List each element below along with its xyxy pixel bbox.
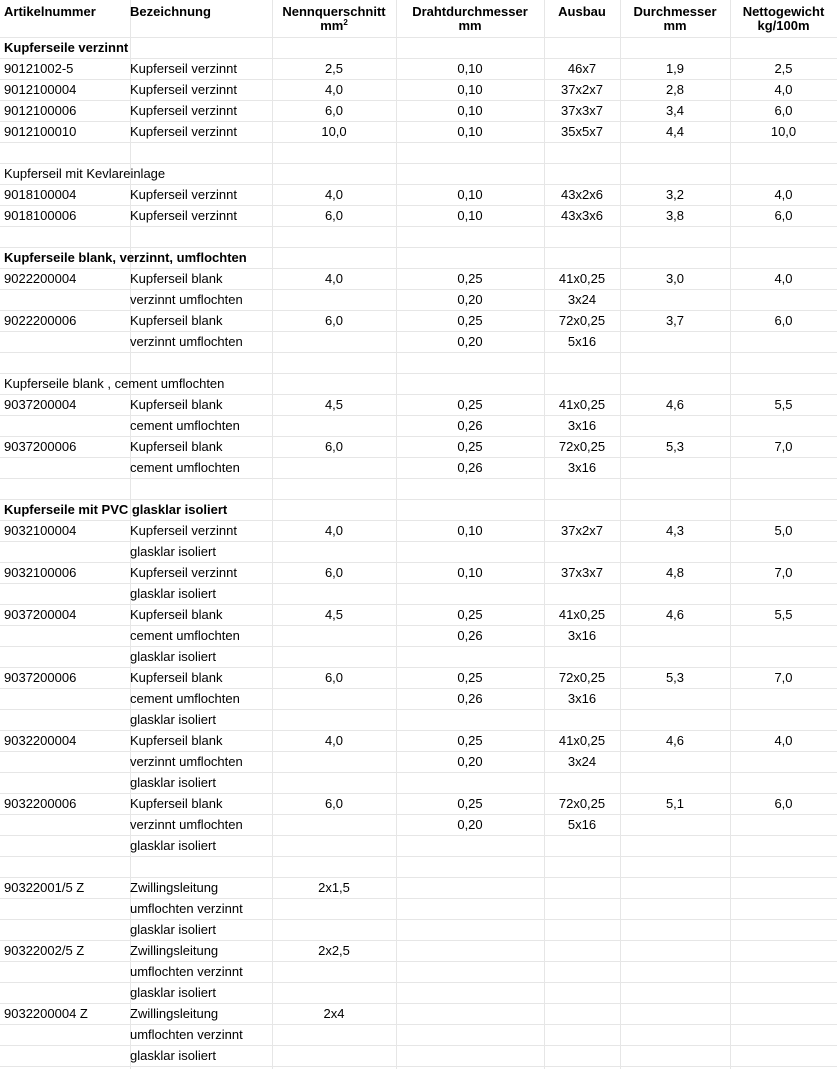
- row-divider: [0, 457, 837, 458]
- row-divider: [0, 289, 837, 290]
- row-divider: [0, 688, 837, 689]
- row-divider: [0, 772, 837, 773]
- cell-ausbau: 5x16: [567, 334, 597, 349]
- row-divider: [0, 415, 837, 416]
- cell-ausbau: 72x0,25: [558, 670, 606, 685]
- cell-nettogewicht: 5,0: [774, 523, 793, 538]
- cell-bezeichnung: verzinnt umflochten: [130, 754, 243, 769]
- row-divider: [0, 1066, 837, 1067]
- row-divider: [0, 814, 837, 815]
- cell-artikelnummer: 9037200006: [4, 439, 77, 454]
- row-divider: [0, 604, 837, 605]
- cell-drahtdurchmesser: 0,25: [457, 607, 483, 622]
- cell-nennquerschnitt: 4,5: [324, 397, 344, 412]
- header-nennquerschnitt-label: Nennquerschnitt: [282, 4, 386, 19]
- header-nennquerschnitt-unit: [272, 19, 396, 33]
- cell-durchmesser: 3,4: [665, 103, 685, 118]
- cell-ausbau: 3x16: [567, 460, 597, 475]
- nennquerschnitt-unit-sup: 2: [343, 18, 348, 27]
- cell-artikelnummer: 90322001/5 Z: [4, 880, 85, 895]
- cell-durchmesser: 5,3: [665, 670, 685, 685]
- row-divider: [0, 310, 837, 311]
- cell-nettogewicht: 6,0: [774, 103, 793, 118]
- row-divider: [0, 37, 837, 38]
- cell-drahtdurchmesser: 0,10: [457, 124, 483, 139]
- cell-nettogewicht: 6,0: [774, 796, 793, 811]
- cell-nettogewicht: 4,0: [774, 733, 793, 748]
- row-divider: [0, 373, 837, 374]
- cell-nennquerschnitt: 2x1,5: [318, 880, 350, 895]
- row-divider: [0, 835, 837, 836]
- row-divider: [0, 184, 837, 185]
- row-divider: [0, 163, 837, 164]
- cell-artikelnummer: 9032100006: [4, 565, 77, 580]
- header-nennquerschnitt: [272, 5, 396, 33]
- cell-bezeichnung: Zwillingsleitung: [130, 1006, 219, 1021]
- cell-drahtdurchmesser: 0,10: [457, 103, 483, 118]
- cell-ausbau: 43x2x6: [561, 187, 603, 202]
- cell-bezeichnung: glasklar isoliert: [130, 544, 216, 559]
- cell-ausbau: 41x0,25: [558, 607, 606, 622]
- cell-nettogewicht: 6,0: [774, 313, 793, 328]
- cell-drahtdurchmesser: 0,10: [457, 565, 483, 580]
- cell-artikelnummer: 9018100004: [4, 187, 77, 202]
- row-divider: [0, 709, 837, 710]
- row-divider: [0, 436, 837, 437]
- row-divider: [0, 478, 837, 479]
- cell-ausbau: 37x2x7: [561, 523, 603, 538]
- cell-bezeichnung: Kupferseil blank: [130, 397, 223, 412]
- header-nettogewicht: [730, 5, 837, 33]
- cell-durchmesser: 4,6: [665, 607, 685, 622]
- cell-bezeichnung: glasklar isoliert: [130, 775, 216, 790]
- cell-ausbau: 37x2x7: [561, 82, 603, 97]
- cell-nennquerschnitt: 6,0: [324, 670, 344, 685]
- cell-ausbau: 43x3x6: [561, 208, 603, 223]
- header-durchmesser-label: Durchmesser: [633, 4, 717, 19]
- nennquerschnitt-unit-text: mm: [320, 18, 344, 33]
- row-divider: [0, 856, 837, 857]
- cell-nennquerschnitt: 2x2,5: [318, 943, 350, 958]
- cell-artikelnummer: 9012100006: [4, 103, 77, 118]
- cell-drahtdurchmesser: 0,26: [457, 460, 483, 475]
- cell-nennquerschnitt: 2x4: [323, 1006, 345, 1021]
- cell-drahtdurchmesser: 0,26: [457, 691, 483, 706]
- cell-drahtdurchmesser: 0,10: [457, 523, 483, 538]
- cell-nettogewicht: 4,0: [774, 271, 793, 286]
- cell-ausbau: 35x5x7: [561, 124, 603, 139]
- cell-bezeichnung: Kupferseil verzinnt: [130, 82, 237, 97]
- row-divider: [0, 499, 837, 500]
- cell-durchmesser: 3,8: [665, 208, 685, 223]
- cell-nennquerschnitt: 4,0: [324, 271, 344, 286]
- cell-nettogewicht: 7,0: [774, 439, 793, 454]
- cell-nennquerschnitt: 2,5: [324, 61, 344, 76]
- cell-bezeichnung: Kupferseil verzinnt: [130, 187, 237, 202]
- cell-ausbau: 72x0,25: [558, 313, 606, 328]
- cell-nennquerschnitt: 6,0: [324, 208, 344, 223]
- cell-bezeichnung: verzinnt umflochten: [130, 292, 243, 307]
- cell-durchmesser: 4,6: [665, 397, 685, 412]
- cell-drahtdurchmesser: 0,26: [457, 418, 483, 433]
- cell-drahtdurchmesser: 0,25: [457, 670, 483, 685]
- cell-bezeichnung: Kupferseil blank: [130, 670, 223, 685]
- cell-bezeichnung: cement umflochten: [130, 691, 240, 706]
- row-divider: [0, 625, 837, 626]
- cell-bezeichnung: Zwillingsleitung: [130, 943, 219, 958]
- row-divider: [0, 1003, 837, 1004]
- cell-bezeichnung: cement umflochten: [130, 628, 240, 643]
- cell-durchmesser: 3,0: [665, 271, 685, 286]
- row-divider: [0, 877, 837, 878]
- row-divider: [0, 1045, 837, 1046]
- cell-nennquerschnitt: 6,0: [324, 796, 344, 811]
- cell-ausbau: 3x16: [567, 691, 597, 706]
- cell-ausbau: 37x3x7: [561, 565, 603, 580]
- cell-drahtdurchmesser: 0,10: [457, 208, 483, 223]
- cell-artikelnummer: 9037200006: [4, 670, 77, 685]
- cell-ausbau: 41x0,25: [558, 271, 606, 286]
- header-bezeichnung: Bezeichnung: [130, 4, 211, 19]
- cell-artikelnummer: 90322002/5 Z: [4, 943, 85, 958]
- cell-drahtdurchmesser: 0,25: [457, 796, 483, 811]
- cell-nennquerschnitt: 4,5: [324, 607, 344, 622]
- cell-nettogewicht: 4,0: [774, 82, 793, 97]
- cell-bezeichnung: glasklar isoliert: [130, 712, 216, 727]
- cell-bezeichnung: Zwillingsleitung: [130, 880, 219, 895]
- section-title: Kupferseile mit PVC glasklar isoliert: [4, 502, 228, 517]
- cell-ausbau: 5x16: [567, 817, 597, 832]
- row-divider: [0, 79, 837, 80]
- cell-bezeichnung: glasklar isoliert: [130, 922, 216, 937]
- row-divider: [0, 121, 837, 122]
- cell-ausbau: 46x7: [567, 61, 597, 76]
- cell-artikelnummer: 90121002-5: [4, 61, 74, 76]
- cell-ausbau: 37x3x7: [561, 103, 603, 118]
- cell-bezeichnung: Kupferseil verzinnt: [130, 523, 237, 538]
- cell-durchmesser: 4,6: [665, 733, 685, 748]
- header-durchmesser-unit: mm: [663, 18, 687, 33]
- cell-durchmesser: 1,9: [665, 61, 685, 76]
- cell-bezeichnung: Kupferseil blank: [130, 313, 223, 328]
- section-title: Kupferseile verzinnt: [4, 40, 129, 55]
- cell-nettogewicht: 2,5: [774, 61, 793, 76]
- row-divider: [0, 898, 837, 899]
- header-nettogewicht-label: Nettogewicht: [742, 4, 825, 19]
- cell-bezeichnung: Kupferseil blank: [130, 733, 223, 748]
- cell-bezeichnung: Kupferseil blank: [130, 271, 223, 286]
- cell-bezeichnung: Kupferseil verzinnt: [130, 565, 237, 580]
- cell-drahtdurchmesser: 0,10: [457, 82, 483, 97]
- row-divider: [0, 919, 837, 920]
- row-divider: [0, 226, 837, 227]
- cell-bezeichnung: Kupferseil blank: [130, 607, 223, 622]
- row-divider: [0, 520, 837, 521]
- cell-nennquerschnitt: 6,0: [324, 313, 344, 328]
- cell-durchmesser: 2,8: [665, 82, 685, 97]
- cell-artikelnummer: 9018100006: [4, 208, 77, 223]
- cell-artikelnummer: 9012100010: [4, 124, 77, 139]
- row-divider: [0, 793, 837, 794]
- cell-drahtdurchmesser: 0,10: [457, 61, 483, 76]
- cell-durchmesser: 5,1: [665, 796, 685, 811]
- cell-bezeichnung: glasklar isoliert: [130, 586, 216, 601]
- row-divider: [0, 940, 837, 941]
- cell-durchmesser: 3,7: [665, 313, 685, 328]
- cell-drahtdurchmesser: 0,25: [457, 397, 483, 412]
- row-divider: [0, 58, 837, 59]
- cell-nettogewicht: 10,0: [770, 124, 797, 139]
- cell-bezeichnung: umflochten verzinnt: [130, 964, 243, 979]
- row-divider: [0, 247, 837, 248]
- cell-drahtdurchmesser: 0,20: [457, 292, 483, 307]
- cell-nennquerschnitt: 4,0: [324, 187, 344, 202]
- cell-artikelnummer: 9022200004: [4, 271, 77, 286]
- cell-ausbau: 41x0,25: [558, 733, 606, 748]
- row-divider: [0, 1024, 837, 1025]
- header-artikelnummer: Artikelnummer: [4, 4, 96, 19]
- header-durchmesser: [620, 5, 730, 33]
- cell-nennquerschnitt: 4,0: [324, 523, 344, 538]
- cell-bezeichnung: cement umflochten: [130, 460, 240, 475]
- header-ausbau: Ausbau: [558, 4, 606, 19]
- cell-bezeichnung: Kupferseil blank: [130, 796, 223, 811]
- cell-bezeichnung: glasklar isoliert: [130, 649, 216, 664]
- cell-drahtdurchmesser: 0,25: [457, 733, 483, 748]
- cell-nettogewicht: 5,5: [774, 397, 793, 412]
- cell-drahtdurchmesser: 0,25: [457, 271, 483, 286]
- cell-bezeichnung: verzinnt umflochten: [130, 334, 243, 349]
- cell-nennquerschnitt: 4,0: [324, 82, 344, 97]
- cell-bezeichnung: Kupferseil blank: [130, 439, 223, 454]
- header-drahtdurchmesser-unit: mm: [458, 18, 482, 33]
- cell-durchmesser: 5,3: [665, 439, 685, 454]
- cell-artikelnummer: 9012100004: [4, 82, 77, 97]
- cell-nennquerschnitt: 6,0: [324, 103, 344, 118]
- cell-bezeichnung: Kupferseil verzinnt: [130, 103, 237, 118]
- cell-bezeichnung: Kupferseil verzinnt: [130, 124, 237, 139]
- cell-ausbau: 3x24: [567, 754, 597, 769]
- cell-drahtdurchmesser: 0,25: [457, 313, 483, 328]
- cell-ausbau: 3x24: [567, 292, 597, 307]
- cell-nettogewicht: 7,0: [774, 670, 793, 685]
- cell-nennquerschnitt: 6,0: [324, 439, 344, 454]
- row-divider: [0, 268, 837, 269]
- cell-artikelnummer: 9032100004: [4, 523, 77, 538]
- cell-bezeichnung: Kupferseil verzinnt: [130, 61, 237, 76]
- cell-ausbau: 72x0,25: [558, 439, 606, 454]
- cell-artikelnummer: 9022200006: [4, 313, 77, 328]
- row-divider: [0, 205, 837, 206]
- cell-ausbau: 3x16: [567, 418, 597, 433]
- cell-bezeichnung: glasklar isoliert: [130, 838, 216, 853]
- cell-artikelnummer: 9032200004: [4, 733, 77, 748]
- cell-nennquerschnitt: 10,0: [321, 124, 347, 139]
- cell-durchmesser: 4,8: [665, 565, 685, 580]
- cell-nennquerschnitt: 6,0: [324, 565, 344, 580]
- cell-nennquerschnitt: 4,0: [324, 733, 344, 748]
- row-divider: [0, 751, 837, 752]
- cell-ausbau: 72x0,25: [558, 796, 606, 811]
- cell-drahtdurchmesser: 0,20: [457, 754, 483, 769]
- cell-durchmesser: 4,3: [665, 523, 685, 538]
- header-drahtdurchmesser: [396, 5, 544, 33]
- section-title: Kupferseil mit Kevlareinlage: [4, 166, 166, 181]
- cell-nettogewicht: 7,0: [774, 565, 793, 580]
- section-title: Kupferseile blank , cement umflochten: [4, 376, 225, 391]
- cell-durchmesser: 3,2: [665, 187, 685, 202]
- row-divider: [0, 352, 837, 353]
- row-divider: [0, 142, 837, 143]
- cell-durchmesser: 4,4: [665, 124, 685, 139]
- cell-drahtdurchmesser: 0,25: [457, 439, 483, 454]
- header-drahtdurchmesser-label: Drahtdurchmesser: [412, 4, 528, 19]
- cell-drahtdurchmesser: 0,10: [457, 187, 483, 202]
- cell-drahtdurchmesser: 0,26: [457, 628, 483, 643]
- cell-bezeichnung: glasklar isoliert: [130, 1048, 216, 1063]
- row-divider: [0, 394, 837, 395]
- cell-artikelnummer: 9037200004: [4, 397, 77, 412]
- row-divider: [0, 982, 837, 983]
- row-divider: [0, 562, 837, 563]
- row-divider: [0, 646, 837, 647]
- cell-nettogewicht: 5,5: [774, 607, 793, 622]
- row-divider: [0, 541, 837, 542]
- cell-drahtdurchmesser: 0,20: [457, 817, 483, 832]
- cell-artikelnummer: 9032200004 Z: [4, 1006, 88, 1021]
- cell-bezeichnung: cement umflochten: [130, 418, 240, 433]
- section-title: Kupferseile blank, verzinnt, umflochten: [4, 250, 247, 265]
- header-nettogewicht-unit: kg/100m: [757, 18, 810, 33]
- cell-nettogewicht: 6,0: [774, 208, 793, 223]
- cell-ausbau: 41x0,25: [558, 397, 606, 412]
- row-divider: [0, 730, 837, 731]
- row-divider: [0, 961, 837, 962]
- cell-ausbau: 3x16: [567, 628, 597, 643]
- row-divider: [0, 100, 837, 101]
- row-divider: [0, 583, 837, 584]
- cell-bezeichnung: glasklar isoliert: [130, 985, 216, 1000]
- cell-artikelnummer: 9037200004: [4, 607, 77, 622]
- cell-bezeichnung: Kupferseil verzinnt: [130, 208, 237, 223]
- row-divider: [0, 331, 837, 332]
- cell-bezeichnung: umflochten verzinnt: [130, 1027, 243, 1042]
- cell-drahtdurchmesser: 0,20: [457, 334, 483, 349]
- cell-nettogewicht: 4,0: [774, 187, 793, 202]
- cell-bezeichnung: umflochten verzinnt: [130, 901, 243, 916]
- cell-bezeichnung: verzinnt umflochten: [130, 817, 243, 832]
- row-divider: [0, 667, 837, 668]
- cell-artikelnummer: 9032200006: [4, 796, 77, 811]
